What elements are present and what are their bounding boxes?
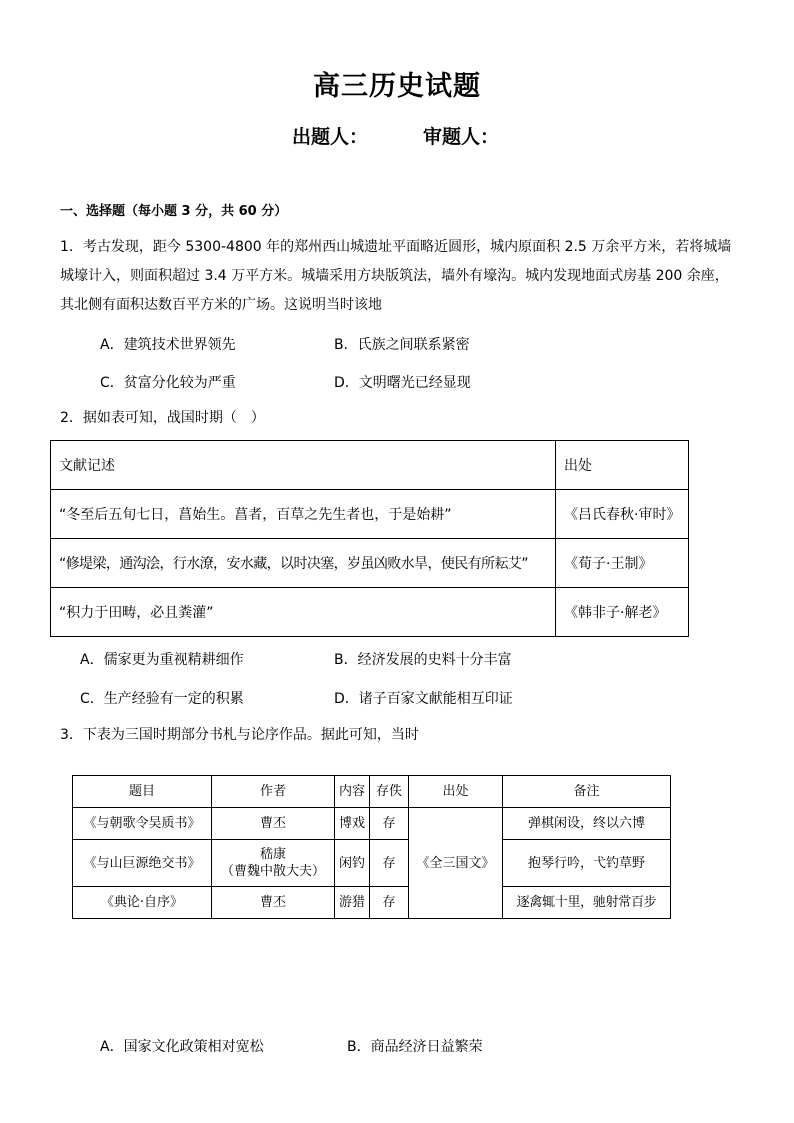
q2-option-a: A．儒家更为重视精耕细作 [80, 652, 244, 668]
q1-option-d: D．文明曙光已经显现 [334, 375, 471, 391]
header-cell: 备注 [503, 776, 671, 808]
q1-option-a: A．建筑技术世界领先 [100, 337, 236, 353]
q3-table [72, 775, 671, 919]
table-row [73, 887, 671, 919]
table-cell: 曹丕 [212, 808, 335, 840]
table-cell-source: 《全三国文》 [409, 808, 503, 919]
table-cell: 《荀子·王制》 [556, 539, 689, 588]
table-cell: 存 [370, 840, 409, 887]
q2-option-d: D．诸子百家文献能相互印证 [334, 691, 513, 707]
header-cell: 内容 [335, 776, 370, 808]
header-cell: 作者 [212, 776, 335, 808]
q2-table [50, 440, 689, 637]
table-cell: 《韩非子·解老》 [556, 588, 689, 637]
table-cell: 曹丕 [212, 887, 335, 919]
table-row [51, 539, 689, 588]
page-title: 高三历史试题 [313, 71, 481, 102]
q1-option-c: C．贫富分化较为严重 [100, 375, 236, 391]
q1-option-b: B．氏族之间联系紧密 [334, 337, 470, 353]
table-cell: “修堤梁，通沟浍，行水潦，安水藏，以时决塞，岁虽凶败水旱，使民有所耘艾” [51, 539, 556, 588]
header-cell: 文献记述 [51, 441, 556, 490]
author-name: 嵇康 [259, 847, 286, 862]
q3-option-b: B．商品经济日益繁荣 [347, 1039, 483, 1055]
table-cell: 《吕氏春秋·审时》 [556, 490, 689, 539]
q3-option-a: A．国家文化政策相对宽松 [100, 1039, 264, 1055]
section-heading: 一、选择题（每小题 3 分，共 60 分） [60, 204, 288, 219]
table-cell: 存 [370, 887, 409, 919]
table-row [73, 840, 671, 887]
header-cell: 题目 [73, 776, 212, 808]
table-cell: 《典论·自序》 [73, 887, 212, 919]
table-cell: “积力于田畴，必且粪灌” [51, 588, 556, 637]
question-3-stem: 3．下表为三国时期部分书札与论序作品。据此可知，当时 [60, 727, 419, 743]
table-cell: 逐禽辄十里，驰射常百步 [503, 887, 671, 919]
table-cell: “冬至后五旬七日，菖始生。菖者，百草之先生者也，于是始耕” [51, 490, 556, 539]
table-cell: 弹棋闲设，终以六博 [503, 808, 671, 840]
header-cell: 出处 [409, 776, 503, 808]
table-header-row [51, 441, 689, 490]
question-1-stem: 1．考古发现，距今 5300-4800 年的郑州西山城遗址平面略近圆形，城内原面积 2.5 万余平方米，若将城墙城壕计入，则面积超过 3.4 万平方米。城墙采用方块版筑法，墙外有壕沟。城内发现地面式房基 200 余座，其北侧有面积达数百平方米的广场。这说明当时该地 [60, 239, 732, 313]
table-cell [212, 840, 335, 887]
table-row [73, 808, 671, 840]
table-cell: 抱琴行吟，弋钓草野 [503, 840, 671, 887]
table-cell: 《与山巨源绝交书》 [73, 840, 212, 887]
q2-option-b: B．经济发展的史料十分丰富 [334, 652, 512, 668]
header-cell: 出处 [556, 441, 689, 490]
table-row [51, 490, 689, 539]
reviewer-label: 审题人： [423, 126, 500, 148]
header-cell: 存佚 [370, 776, 409, 808]
table-cell: 《与朝歌令吴质书》 [73, 808, 212, 840]
table-header-row [73, 776, 671, 808]
q2-option-c: C．生产经验有一定的积累 [80, 691, 244, 707]
table-cell: 博戏 [335, 808, 370, 840]
table-row [51, 588, 689, 637]
question-2-stem: 2．据如表可知，战国时期（ ） [60, 410, 265, 426]
table-cell: 游猎 [335, 887, 370, 919]
setter-label: 出题人： [292, 126, 369, 148]
table-cell: 存 [370, 808, 409, 840]
table-cell: 闲钓 [335, 840, 370, 887]
author-note: （曹魏中散大夫） [220, 864, 325, 879]
